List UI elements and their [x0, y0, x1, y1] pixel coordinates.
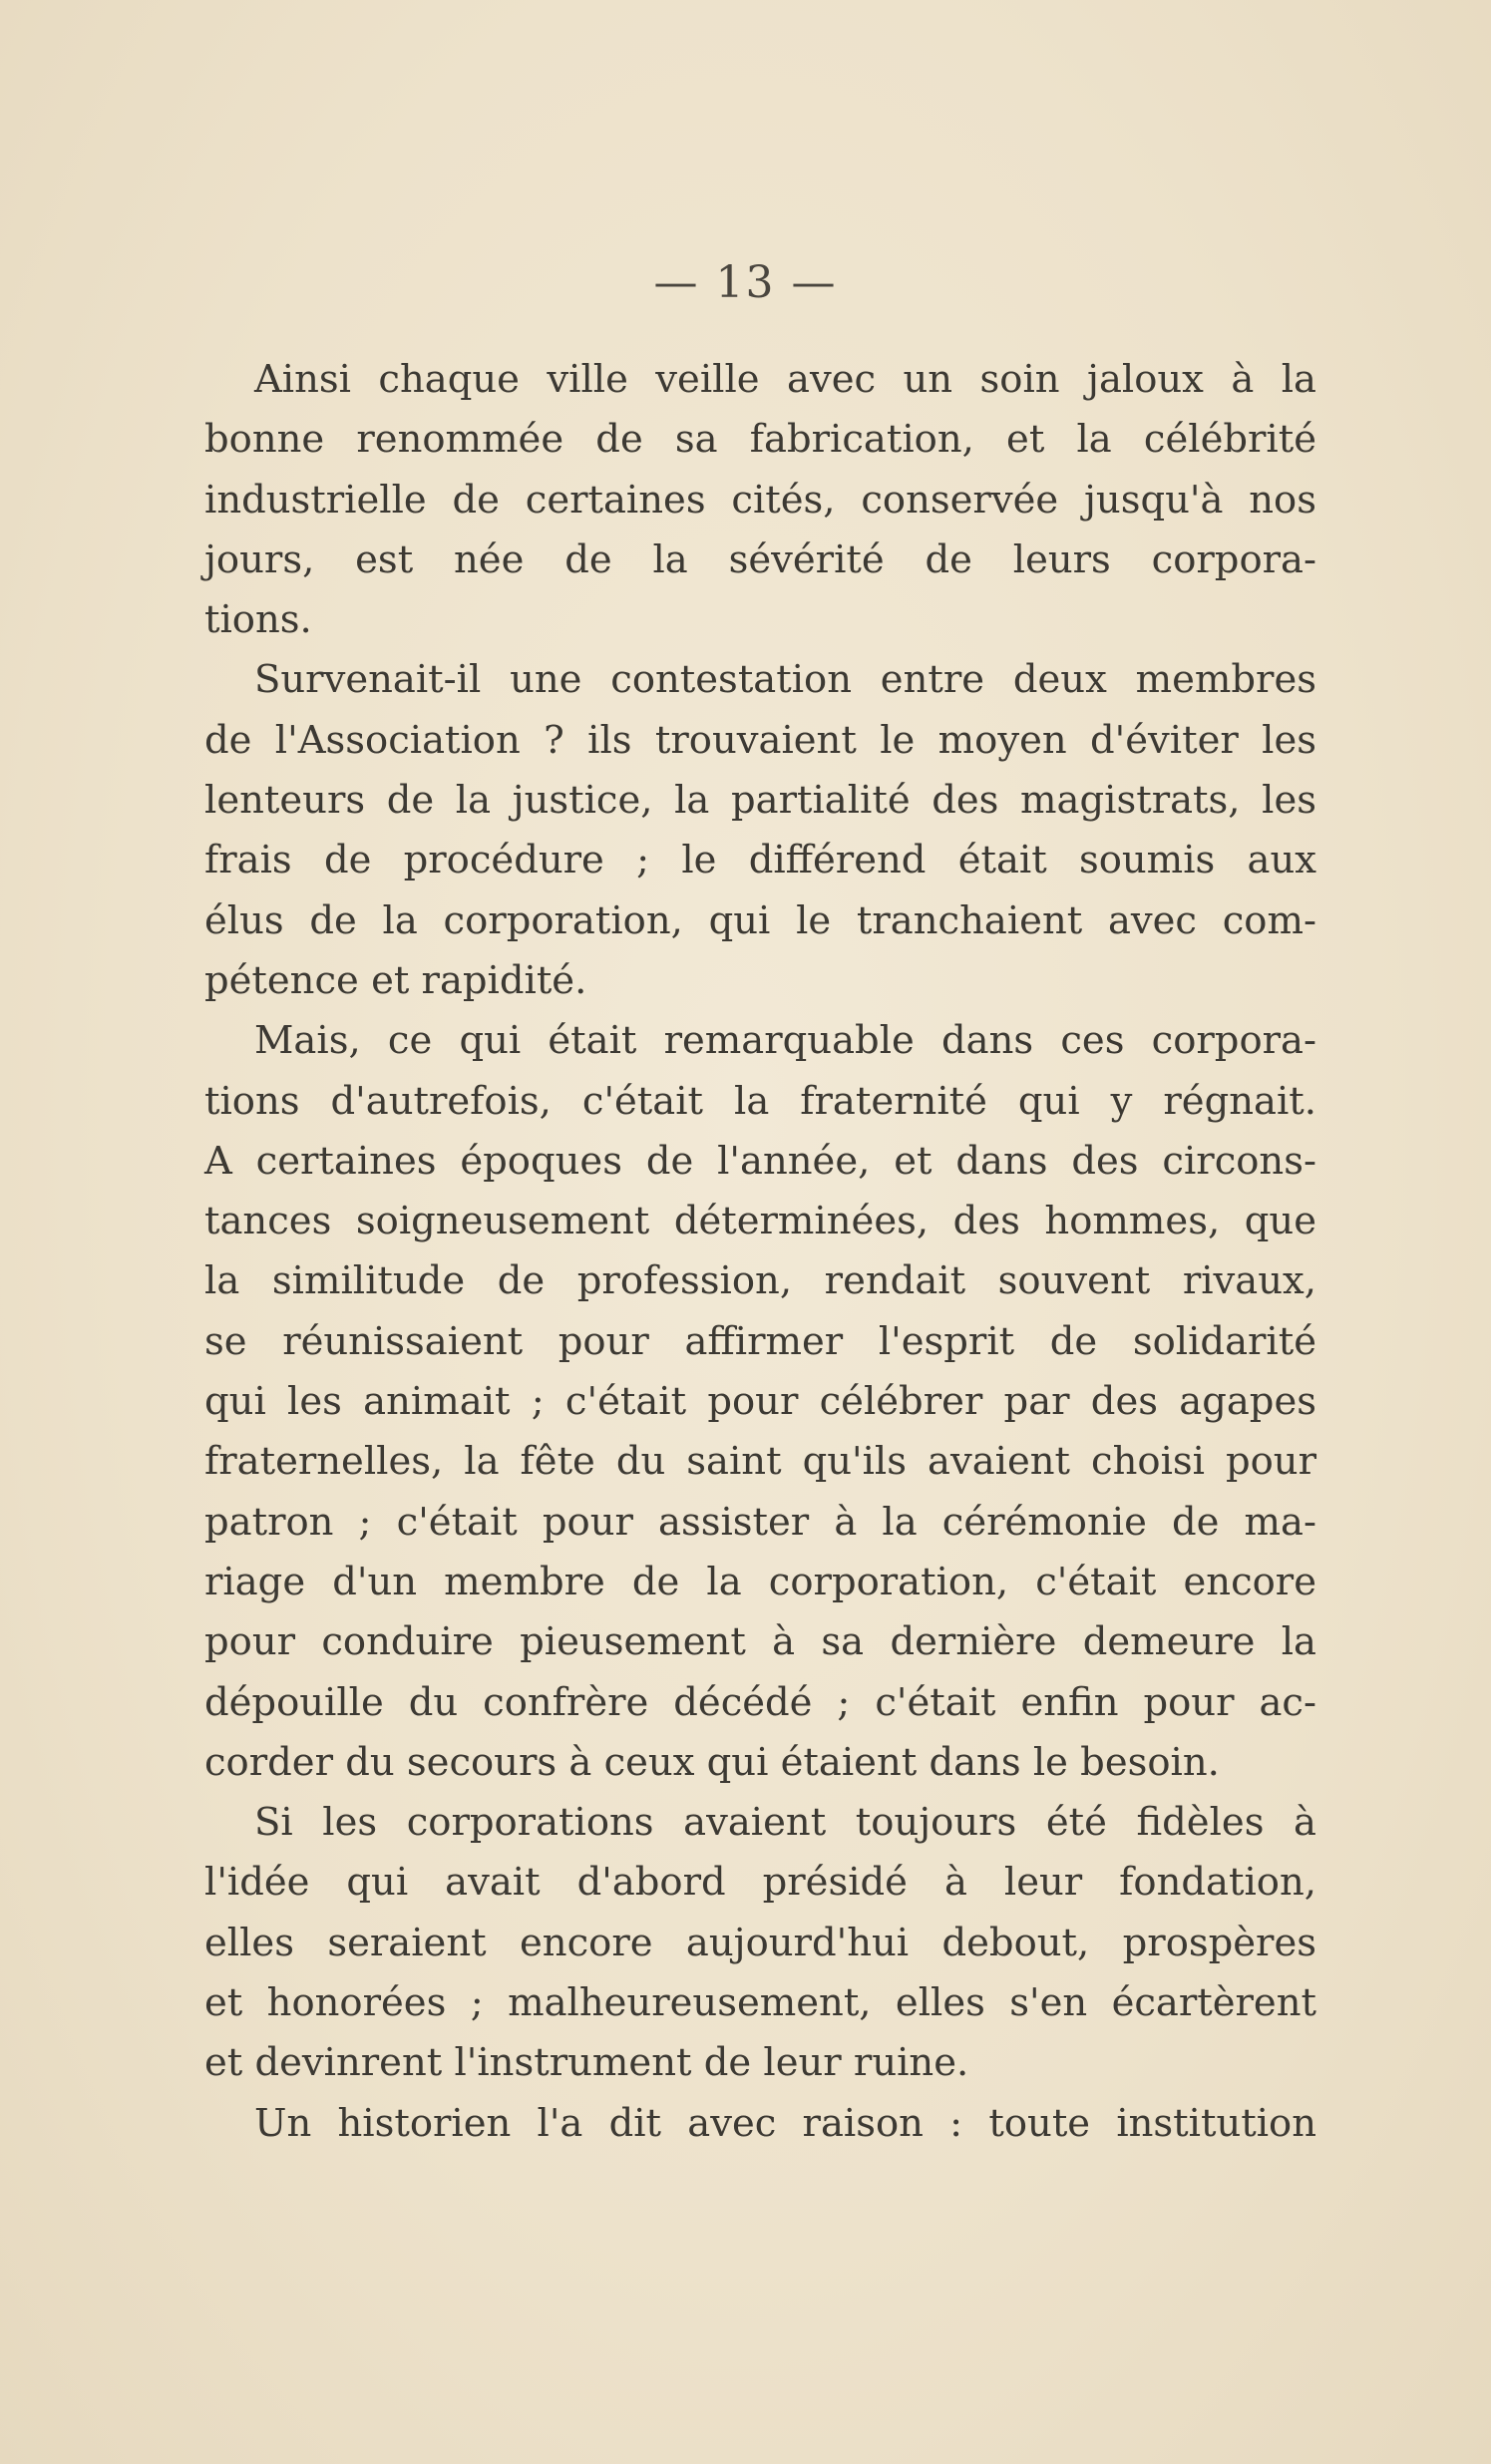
text-line: corder du secours à ceux qui étaient dans le besoin.: [204, 1739, 1220, 1785]
text-line: tances soigneusement déterminées, des hommes, que: [204, 1199, 1316, 1244]
text-line: lenteurs de la justice, la partialité des magistrats, les: [204, 778, 1316, 824]
text-line: pour conduire pieusement à sa dernière demeure la: [204, 1619, 1316, 1665]
text-line: et devinrent l'instrument de leur ruine.: [204, 2040, 969, 2086]
text-line: jours, est née de la sévérité de leurs corpora-: [204, 536, 1316, 582]
paragraph: [204, 1011, 1316, 1793]
text-line: industrielle de certaines cités, conservée jusqu'à nos: [204, 477, 1316, 523]
text-line: qui les animait ; c'était pour célébrer par des agapes: [204, 1379, 1316, 1425]
paragraph: [204, 1793, 1316, 2093]
text-line: l'idée qui avait d'abord présidé à leur fondation,: [204, 1860, 1316, 1906]
text-line: frais de procédure ; le différend était soumis aux: [204, 838, 1316, 883]
text-line: Ainsi chaque ville veille avec un soin jaloux à la: [254, 357, 1316, 402]
page-number: — 13 —: [653, 257, 838, 308]
text-line: A certaines époques de l'année, et dans des circons-: [204, 1138, 1316, 1184]
text-line: dépouille du confrère décédé ; c'était enfin pour ac-: [204, 1679, 1316, 1725]
text-line: elles seraient encore aujourd'hui debout, prospères: [204, 1920, 1316, 1965]
text-line: pétence et rapidité.: [204, 957, 587, 1003]
text-line: et honorées ; malheureusement, elles s'en écartèrent: [204, 1980, 1316, 2026]
paragraph: [204, 650, 1316, 1011]
body-text: [204, 350, 1316, 2154]
text-line: tions d'autrefois, c'était la fraternité qui y régnait.: [204, 1078, 1316, 1124]
text-line: élus de la corporation, qui le tranchaient avec com-: [204, 897, 1316, 943]
paragraph: [204, 350, 1316, 650]
text-line: se réunissaient pour affirmer l'esprit de solidarité: [204, 1318, 1316, 1364]
text-line: fraternelles, la fête du saint qu'ils avaient choisi pour: [204, 1439, 1316, 1485]
text-line: patron ; c'était pour assister à la cérémonie de ma-: [204, 1499, 1316, 1545]
text-line: riage d'un membre de la corporation, c'était encore: [204, 1559, 1316, 1604]
text-line: Si les corporations avaient toujours été fidèles à: [254, 1800, 1316, 1846]
text-line: Mais, ce qui était remarquable dans ces corpora-: [254, 1018, 1316, 1064]
paragraph: [204, 2094, 1316, 2154]
text-line: la similitude de profession, rendait souvent rivaux,: [204, 1258, 1316, 1304]
text-line: Survenait-il une contestation entre deux membres: [254, 657, 1316, 703]
text-line: tions.: [204, 597, 312, 643]
text-line: Un historien l'a dit avec raison : toute institution: [254, 2100, 1316, 2146]
text-line: bonne renommée de sa fabrication, et la célébrité: [204, 417, 1316, 463]
text-line: de l'Association ? ils trouvaient le moyen d'éviter les: [204, 717, 1316, 763]
